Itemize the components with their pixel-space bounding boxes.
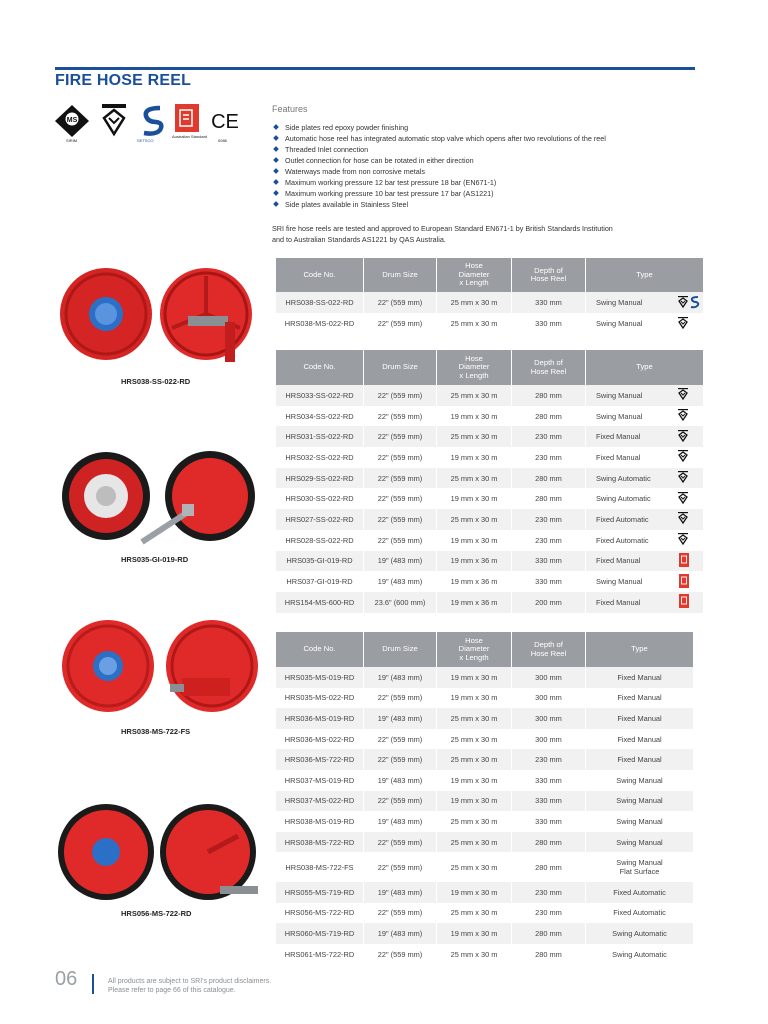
drum-size-cell: 22" (559 mm)	[364, 749, 437, 770]
table-row	[276, 385, 703, 406]
hose-size-cell: 25 mm x 30 m	[437, 903, 512, 924]
kitemark-icon	[677, 492, 689, 506]
type-cell: Swing Manual	[586, 791, 694, 812]
kitemark-icon	[677, 430, 689, 444]
reel-depth-cell: 230 mm	[512, 509, 586, 530]
type-cell: Fixed Manual	[586, 708, 694, 729]
reel-depth-cell: 230 mm	[512, 530, 586, 551]
diamond-bullet-icon	[273, 157, 279, 163]
diamond-bullet-icon	[273, 201, 279, 207]
kitemark-icon	[677, 388, 689, 402]
hose-reel-image-1	[60, 258, 260, 374]
drum-size-cell: 22" (559 mm)	[364, 406, 437, 427]
type-cell: Fixed Automatic	[586, 903, 694, 924]
type-cell: Swing Manual	[586, 385, 704, 406]
table-row	[276, 708, 693, 729]
col-header-type: Type	[586, 258, 704, 292]
reel-depth-cell: 280 mm	[512, 852, 586, 882]
table-row	[276, 882, 693, 903]
page-title: FIRE HOSE REEL	[55, 72, 192, 89]
reel-caption-2: HRS035-GI-019-RD	[121, 555, 189, 564]
type-cell: Swing Manual	[586, 313, 704, 334]
drum-size-cell: 22" (559 mm)	[364, 852, 437, 882]
reel-depth-cell: 230 mm	[512, 882, 586, 903]
table-row	[276, 292, 703, 313]
drum-size-cell: 22" (559 mm)	[364, 791, 437, 812]
ce-caption: 0086	[218, 138, 227, 143]
reel-depth-cell: 330 mm	[512, 770, 586, 791]
type-cell: Swing Automatic	[586, 923, 694, 944]
product-code-cell: HRS035-MS-019-RD	[276, 667, 364, 688]
feature-item: Outlet connection for hose can be rotated in either direction	[274, 155, 606, 166]
page-number: 06	[55, 968, 78, 990]
table-row	[276, 447, 703, 468]
table-row	[276, 509, 703, 530]
drum-size-cell: 22" (559 mm)	[364, 426, 437, 447]
as-icon	[679, 594, 689, 610]
col-header-type: Type	[586, 632, 694, 667]
col-header-depth: Depth of Hose Reel	[512, 258, 586, 292]
hose-reel-image-3	[62, 620, 258, 724]
australian-standard-logo-icon	[174, 104, 200, 138]
type-cell: Swing Manual	[586, 811, 694, 832]
product-code-cell: HRS154-MS-600-RD	[276, 592, 364, 613]
kitemark-icon	[677, 296, 689, 310]
product-code-cell: HRS038-MS-722-RD	[276, 832, 364, 853]
drum-size-cell: 22" (559 mm)	[364, 447, 437, 468]
as-icon	[679, 574, 689, 590]
intro-paragraph: SRI fire hose reels are tested and approved to European Standard EN671-1 by British Standards Institution and to Australian Standards AS1221 by QAS Australia.	[272, 224, 613, 244]
type-cell: Fixed Manual	[586, 749, 694, 770]
reel-depth-cell: 280 mm	[512, 832, 586, 853]
kitemark-logo-icon	[98, 104, 130, 138]
table-row	[276, 749, 693, 770]
diamond-bullet-icon	[273, 190, 279, 196]
reel-caption-1: HRS038-SS-022-RD	[121, 377, 191, 386]
feature-item: Threaded Inlet connection	[274, 144, 606, 155]
feature-item: Maximum working pressure 10 bar test pressure 17 bar (AS1221)	[274, 188, 606, 199]
hose-reel-image-2	[62, 446, 258, 556]
drum-size-cell: 22" (559 mm)	[364, 688, 437, 709]
hose-size-cell: 19 mm x 36 m	[437, 571, 512, 592]
type-cell: Fixed Automatic	[586, 509, 704, 530]
feature-item: Side plates available in Stainless Steel	[274, 199, 606, 210]
col-header-depth: Depth of Hose Reel	[512, 350, 586, 385]
drum-size-cell: 19" (483 mm)	[364, 551, 437, 572]
drum-size-cell: 19" (483 mm)	[364, 923, 437, 944]
drum-size-cell: 22" (559 mm)	[364, 509, 437, 530]
hose-size-cell: 19 mm x 30 m	[437, 488, 512, 509]
reel-depth-cell: 330 mm	[512, 551, 586, 572]
type-cell: Swing Manual	[586, 770, 694, 791]
reel-depth-cell: 300 mm	[512, 688, 586, 709]
hose-size-cell: 25 mm x 30 m	[437, 852, 512, 882]
table-row	[276, 530, 703, 551]
disclaimer: All products are subject to SRI's product disclaimers. Please refer to page 66 of this catalogue.	[108, 978, 272, 994]
reel-depth-cell: 200 mm	[512, 592, 586, 613]
table-row	[276, 592, 703, 613]
hose-size-cell: 25 mm x 30 m	[437, 292, 512, 313]
svg-text:CE: CE	[211, 111, 239, 133]
type-cell: Swing Manual Flat Surface	[586, 852, 694, 882]
sirim-ms-logo-icon	[54, 104, 90, 138]
table-row	[276, 313, 703, 334]
product-code-cell: HRS031-SS-022-RD	[276, 426, 364, 447]
type-cell: Fixed Automatic	[586, 530, 704, 551]
table-row	[276, 426, 703, 447]
type-cell: Swing Automatic	[586, 468, 704, 489]
spec-table-ms	[276, 632, 693, 964]
kitemark-icon	[677, 409, 689, 423]
drum-size-cell: 23.6" (600 mm)	[364, 592, 437, 613]
product-code-cell: HRS034-SS-022-RD	[276, 406, 364, 427]
footer-divider	[92, 974, 94, 994]
product-code-cell: HRS037-MS-019-RD	[276, 770, 364, 791]
table-row	[276, 551, 703, 572]
hose-size-cell: 19 mm x 36 m	[437, 592, 512, 613]
col-header-depth: Depth of Hose Reel	[512, 632, 586, 667]
col-header-drum: Drum Size	[364, 258, 437, 292]
product-code-cell: HRS027-SS-022-RD	[276, 509, 364, 530]
col-header-hose: Hose Diameter x Length	[437, 258, 512, 292]
type-cell: Fixed Manual	[586, 729, 694, 750]
col-header-hose: Hose Diameter x Length	[437, 350, 512, 385]
product-code-cell: HRS061-MS-722-RD	[276, 944, 364, 965]
product-code-cell: HRS030-SS-022-RD	[276, 488, 364, 509]
sirim-caption: SIRIM	[66, 138, 78, 143]
kitemark-icon	[677, 471, 689, 485]
hose-size-cell: 19 mm x 30 m	[437, 688, 512, 709]
table-row	[276, 923, 693, 944]
product-code-cell: HRS060-MS-719-RD	[276, 923, 364, 944]
hose-size-cell: 25 mm x 30 m	[437, 708, 512, 729]
col-header-type: Type	[586, 350, 704, 385]
feature-item: Side plates red epoxy powder finishing	[274, 122, 606, 133]
table-row	[276, 488, 703, 509]
hose-size-cell: 25 mm x 30 m	[437, 811, 512, 832]
product-code-cell: HRS056-MS-722-RD	[276, 903, 364, 924]
type-cell: Fixed Manual	[586, 551, 704, 572]
drum-size-cell: 22" (559 mm)	[364, 488, 437, 509]
features-list	[274, 122, 606, 210]
feature-item: Automatic hose reel has integrated automatic stop valve which opens after two revolutions of the reel	[274, 133, 606, 144]
drum-size-cell: 22" (559 mm)	[364, 729, 437, 750]
table-row	[276, 903, 693, 924]
hose-size-cell: 19 mm x 30 m	[437, 530, 512, 551]
product-code-cell: HRS038-MS-022-RD	[276, 313, 364, 334]
type-cell: Fixed Manual	[586, 667, 694, 688]
type-cell: Fixed Manual	[586, 426, 704, 447]
diamond-bullet-icon	[273, 168, 279, 174]
reel-depth-cell: 230 mm	[512, 447, 586, 468]
type-cell: Swing Automatic	[586, 488, 704, 509]
col-header-drum: Drum Size	[364, 632, 437, 667]
type-cell: Swing Manual	[586, 571, 704, 592]
product-code-cell: HRS035-GI-019-RD	[276, 551, 364, 572]
reel-depth-cell: 230 mm	[512, 426, 586, 447]
type-cell: Swing Manual	[586, 832, 694, 853]
as-icon	[679, 553, 689, 569]
hose-size-cell: 25 mm x 30 m	[437, 509, 512, 530]
product-code-cell: HRS028-SS-022-RD	[276, 530, 364, 551]
setsco-logo-icon	[138, 104, 168, 138]
hose-size-cell: 25 mm x 30 m	[437, 313, 512, 334]
table-row	[276, 468, 703, 489]
drum-size-cell: 22" (559 mm)	[364, 313, 437, 334]
col-header-code: Code No.	[276, 258, 364, 292]
product-code-cell: HRS038-SS-022-RD	[276, 292, 364, 313]
certification-logos	[54, 104, 254, 144]
table-row	[276, 729, 693, 750]
reel-depth-cell: 330 mm	[512, 292, 586, 313]
reel-depth-cell: 330 mm	[512, 571, 586, 592]
table-row	[276, 770, 693, 791]
product-code-cell: HRS036-MS-022-RD	[276, 729, 364, 750]
drum-size-cell: 19" (483 mm)	[364, 667, 437, 688]
col-header-code: Code No.	[276, 632, 364, 667]
reel-depth-cell: 330 mm	[512, 313, 586, 334]
drum-size-cell: 22" (559 mm)	[364, 832, 437, 853]
reel-depth-cell: 230 mm	[512, 903, 586, 924]
table-row	[276, 811, 693, 832]
hose-size-cell: 19 mm x 30 m	[437, 406, 512, 427]
reel-depth-cell: 300 mm	[512, 729, 586, 750]
reel-depth-cell: 230 mm	[512, 749, 586, 770]
reel-depth-cell: 280 mm	[512, 406, 586, 427]
reel-caption-4: HRS056-MS-722-RD	[121, 909, 192, 918]
feature-item: Waterways made from non corrosive metals	[274, 166, 606, 177]
drum-size-cell: 22" (559 mm)	[364, 530, 437, 551]
type-cell: Fixed Manual	[586, 688, 694, 709]
reel-depth-cell: 330 mm	[512, 791, 586, 812]
product-code-cell: HRS033-SS-022-RD	[276, 385, 364, 406]
hose-size-cell: 19 mm x 36 m	[437, 551, 512, 572]
diamond-bullet-icon	[273, 124, 279, 130]
product-code-cell: HRS038-MS-019-RD	[276, 811, 364, 832]
product-code-cell: HRS032-SS-022-RD	[276, 447, 364, 468]
col-header-drum: Drum Size	[364, 350, 437, 385]
spec-table-ss-gi	[276, 350, 703, 613]
reel-depth-cell: 280 mm	[512, 385, 586, 406]
table-row	[276, 944, 693, 965]
reel-depth-cell: 280 mm	[512, 944, 586, 965]
hose-size-cell: 19 mm x 30 m	[437, 791, 512, 812]
drum-size-cell: 19" (483 mm)	[364, 811, 437, 832]
kitemark-icon	[677, 317, 689, 331]
feature-item: Maximum working pressure 12 bar test pressure 18 bar (EN671-1)	[274, 177, 606, 188]
title-rule	[55, 67, 695, 70]
table-row	[276, 688, 693, 709]
hose-size-cell: 19 mm x 30 m	[437, 923, 512, 944]
hose-reel-image-4	[58, 800, 258, 908]
hose-size-cell: 25 mm x 30 m	[437, 832, 512, 853]
table-row	[276, 791, 693, 812]
hose-size-cell: 19 mm x 30 m	[437, 447, 512, 468]
type-cell: Fixed Automatic	[586, 882, 694, 903]
reel-depth-cell: 300 mm	[512, 667, 586, 688]
product-code-cell: HRS037-MS-022-RD	[276, 791, 364, 812]
features-heading: Features	[272, 104, 308, 114]
diamond-bullet-icon	[273, 179, 279, 185]
drum-size-cell: 19" (483 mm)	[364, 708, 437, 729]
reel-caption-3: HRS038-MS-722-FS	[121, 727, 191, 736]
type-cell: Fixed Manual	[586, 592, 704, 613]
kitemark-icon	[677, 512, 689, 526]
product-code-cell: HRS038-MS-722-FS	[276, 852, 364, 882]
hose-size-cell: 25 mm x 30 m	[437, 729, 512, 750]
setsco-icon	[689, 295, 701, 311]
table-row	[276, 571, 703, 592]
hose-size-cell: 19 mm x 30 m	[437, 667, 512, 688]
product-code-cell: HRS037-GI-019-RD	[276, 571, 364, 592]
hose-size-cell: 25 mm x 30 m	[437, 944, 512, 965]
australian-standard-caption: Australian Standard	[172, 134, 208, 139]
table-row	[276, 852, 693, 882]
drum-size-cell: 19" (483 mm)	[364, 882, 437, 903]
reel-depth-cell: 280 mm	[512, 468, 586, 489]
product-code-cell: HRS035-MS-022-RD	[276, 688, 364, 709]
setsco-caption: SETSCO	[137, 138, 154, 143]
hose-size-cell: 19 mm x 30 m	[437, 882, 512, 903]
drum-size-cell: 22" (559 mm)	[364, 944, 437, 965]
hose-size-cell: 19 mm x 30 m	[437, 770, 512, 791]
drum-size-cell: 22" (559 mm)	[364, 903, 437, 924]
ce-mark-logo-icon	[208, 104, 242, 138]
kitemark-icon	[677, 450, 689, 464]
type-cell: Swing Automatic	[586, 944, 694, 965]
product-code-cell: HRS055-MS-719-RD	[276, 882, 364, 903]
hose-size-cell: 25 mm x 30 m	[437, 426, 512, 447]
product-code-cell: HRS036-MS-722-RD	[276, 749, 364, 770]
svg-text:MS: MS	[66, 117, 78, 124]
drum-size-cell: 19" (483 mm)	[364, 571, 437, 592]
drum-size-cell: 22" (559 mm)	[364, 468, 437, 489]
reel-depth-cell: 280 mm	[512, 923, 586, 944]
kitemark-icon	[677, 533, 689, 547]
drum-size-cell: 22" (559 mm)	[364, 385, 437, 406]
hose-size-cell: 25 mm x 30 m	[437, 468, 512, 489]
drum-size-cell: 19" (483 mm)	[364, 770, 437, 791]
type-cell: Swing Manual	[586, 292, 704, 313]
col-header-code: Code No.	[276, 350, 364, 385]
reel-depth-cell: 330 mm	[512, 811, 586, 832]
hose-size-cell: 25 mm x 30 m	[437, 385, 512, 406]
diamond-bullet-icon	[273, 146, 279, 152]
diamond-bullet-icon	[273, 135, 279, 141]
product-code-cell: HRS029-SS-022-RD	[276, 468, 364, 489]
type-cell: Fixed Manual	[586, 447, 704, 468]
spec-table-ss-swing	[276, 258, 703, 334]
table-row	[276, 667, 693, 688]
reel-depth-cell: 300 mm	[512, 708, 586, 729]
col-header-hose: Hose Diameter x Length	[437, 632, 512, 667]
reel-depth-cell: 280 mm	[512, 488, 586, 509]
table-row	[276, 406, 703, 427]
hose-size-cell: 25 mm x 30 m	[437, 749, 512, 770]
product-code-cell: HRS036-MS-019-RD	[276, 708, 364, 729]
type-cell: Swing Manual	[586, 406, 704, 427]
table-row	[276, 832, 693, 853]
drum-size-cell: 22" (559 mm)	[364, 292, 437, 313]
